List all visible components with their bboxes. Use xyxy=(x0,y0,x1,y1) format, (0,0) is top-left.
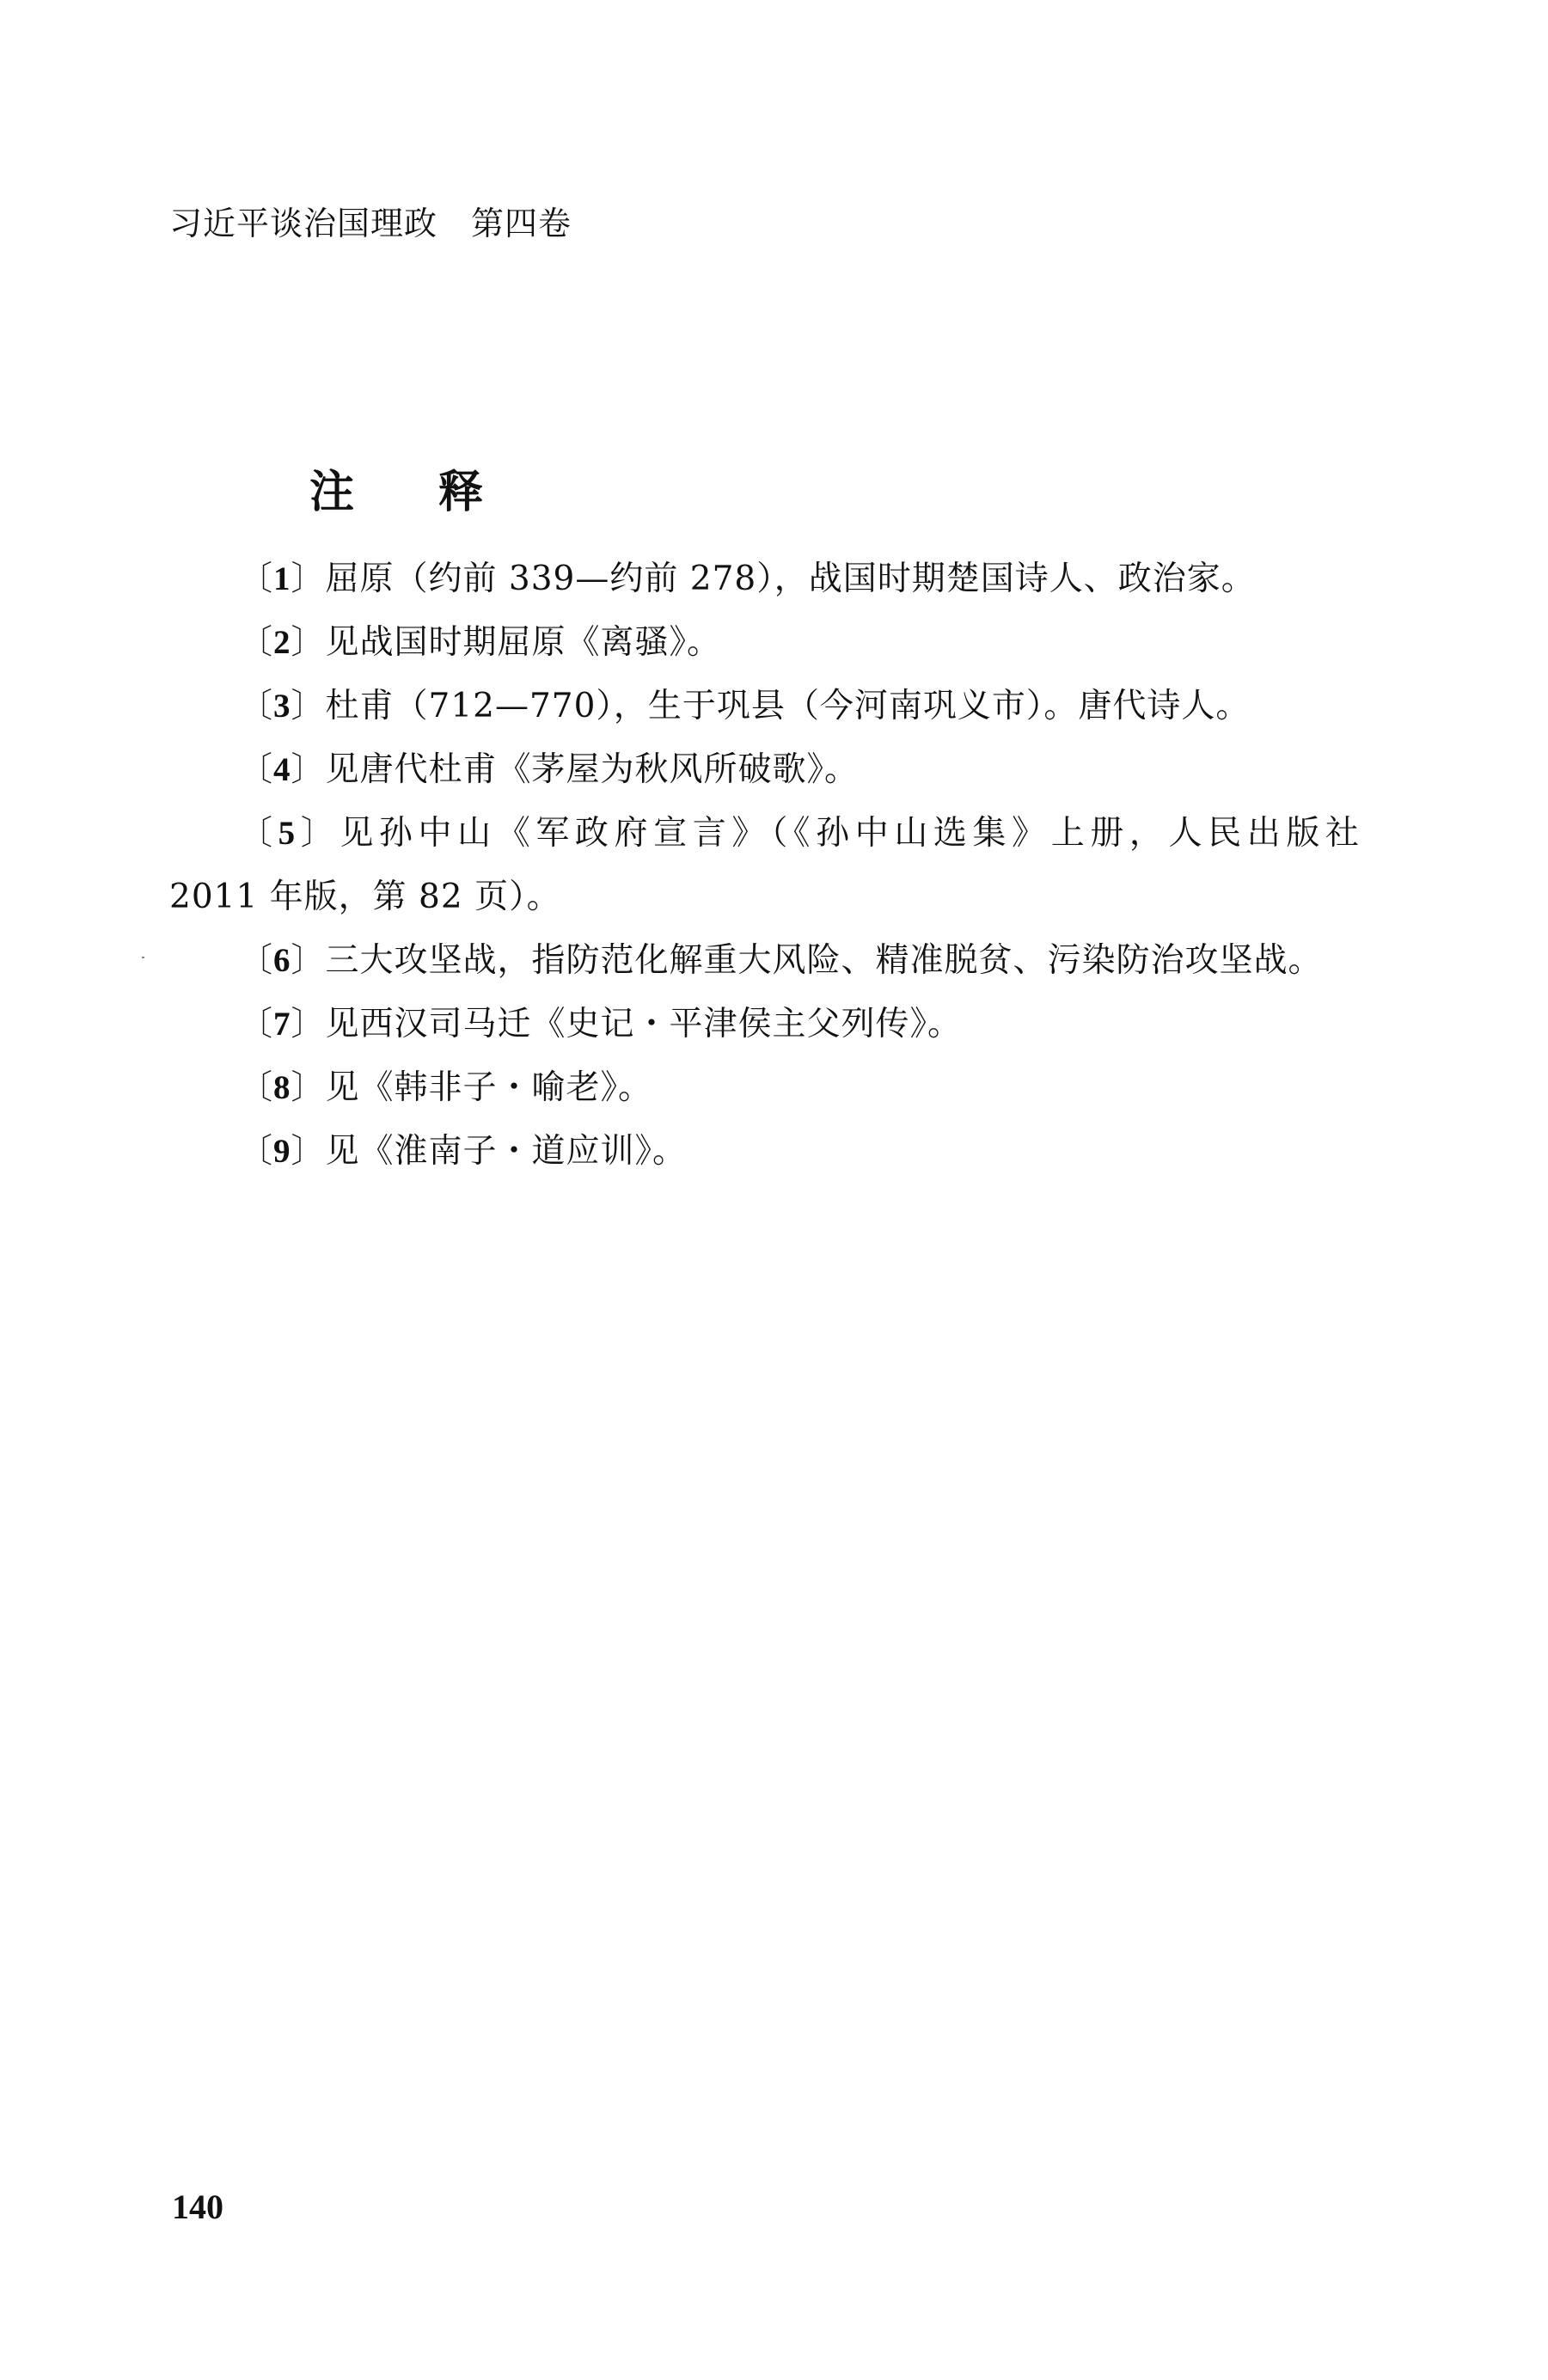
note-number: 8 xyxy=(273,1069,291,1106)
section-title-part-1: 注 xyxy=(309,467,357,518)
note-number: 7 xyxy=(273,1006,291,1043)
section-title xyxy=(309,462,485,523)
note-number: 5 xyxy=(278,815,301,852)
running-header: 习近平谈治国理政 第四卷 xyxy=(169,205,572,242)
note-text-continuation: 2011 年版，第 82 页）。 xyxy=(169,878,561,916)
note-number: 2 xyxy=(273,624,291,661)
page-number: 140 xyxy=(172,2187,223,2226)
note-text: 杜甫（712—770），生于巩县（今河南巩义市）。唐代诗人。 xyxy=(325,687,1251,725)
scan-speck xyxy=(142,957,144,958)
note-number: 9 xyxy=(273,1133,291,1170)
note-number: 4 xyxy=(273,751,291,788)
note-text: 见《韩非子・喻老》。 xyxy=(325,1068,653,1107)
note-text: 见战国时期屈原《离骚》。 xyxy=(325,623,722,662)
note-text: 见孙中山《军政府宣言》（《孙中山选集》上册，人民出版社 xyxy=(340,814,1365,853)
note-number: 1 xyxy=(273,560,291,597)
note-text: 三大攻坚战，指防范化解重大风险、精准脱贫、污染防治攻坚战。 xyxy=(325,941,1323,980)
note-number: 6 xyxy=(273,942,291,979)
note-number: 3 xyxy=(273,688,291,725)
note-text: 见西汉司马迁《史记・平津侯主父列传》。 xyxy=(325,1005,963,1043)
note-text: 见《淮南子・道应训》。 xyxy=(325,1132,688,1171)
note-text: 屈原（约前 339—约前 278），战国时期楚国诗人、政治家。 xyxy=(325,560,1256,598)
note-text: 见唐代杜甫《茅屋为秋风所破歌》。 xyxy=(325,750,860,789)
section-title-part-2: 释 xyxy=(438,467,486,518)
